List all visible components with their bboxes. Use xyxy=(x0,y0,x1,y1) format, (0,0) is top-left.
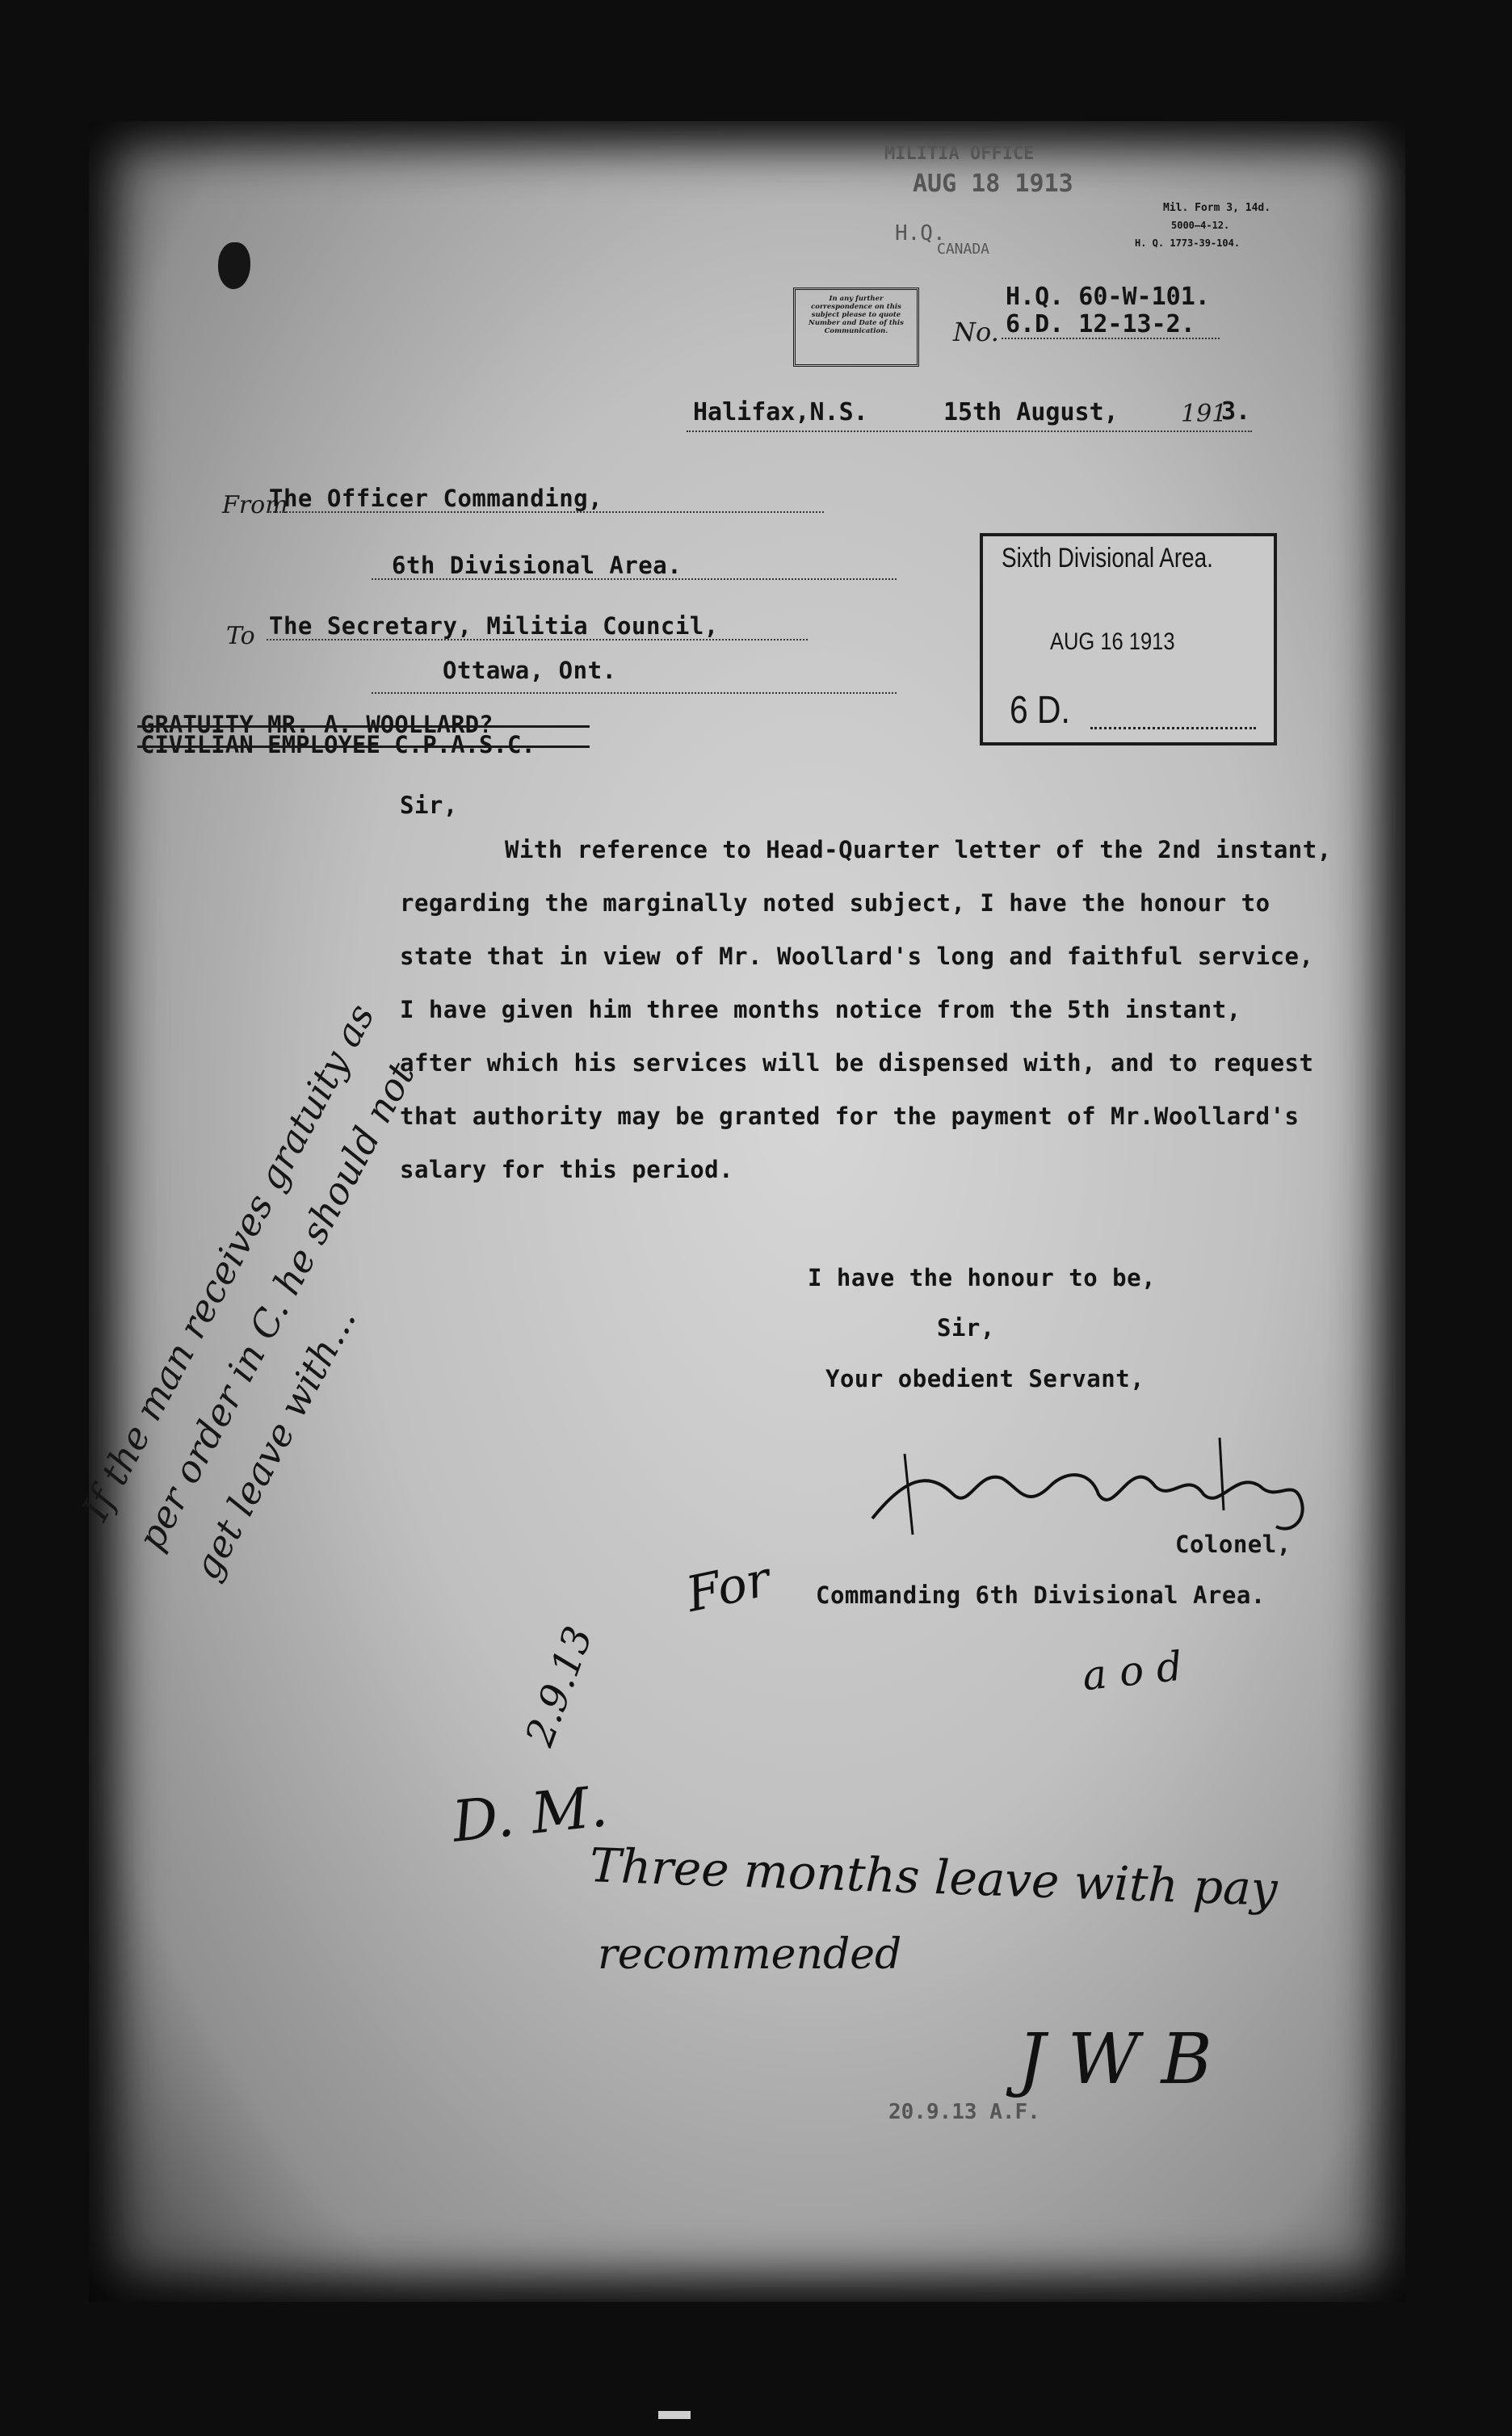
subject-line1: GRATUITY MR. A. WOOLLARD? xyxy=(141,711,494,738)
sd-file-number: 6.D. 12-13-2. xyxy=(1006,310,1195,338)
letter-place: Halifax,N.S. xyxy=(693,398,868,426)
instruction-text: In any further correspondence on this subject please to quote Number and Date of this Communication. xyxy=(808,295,904,335)
signature-title: Commanding 6th Divisional Area. xyxy=(816,1581,1266,1609)
body-line-6: that authority may be granted for the payment of Mr.Woollard's xyxy=(400,1102,1300,1130)
bottom-codes: 20.9.13 A.F. xyxy=(888,2100,1040,2124)
body-line-4: I have given him three months notice from the 5th instant, xyxy=(400,996,1241,1023)
date-rule xyxy=(687,430,1252,432)
militia-office-stamp-date: AUG 18 1913 xyxy=(913,170,1073,198)
letter-year-suffix: 3. xyxy=(1221,397,1251,426)
to-rule1 xyxy=(267,639,808,640)
from-line2: 6th Divisional Area. xyxy=(392,552,682,579)
subject-strike1 xyxy=(137,725,590,728)
received-stamp-code: 6 D. xyxy=(1010,689,1070,732)
from-label: From xyxy=(222,491,288,519)
hq-file-number: H.Q. 60-W-101. xyxy=(1006,283,1210,311)
body-line-3: state that in view of Mr. Woollard's long and faithful service, xyxy=(400,943,1314,970)
body-line-5: after which his services will be dispensed with, and to request xyxy=(400,1049,1314,1077)
militia-office-stamp-hq: H.Q. xyxy=(895,221,946,246)
initials-bottom: J W B xyxy=(1018,2019,1212,2100)
closing-line2: Sir, xyxy=(937,1314,995,1342)
form-reference-line2: 5000—4-12. xyxy=(1171,220,1230,231)
militia-office-stamp-line1: MILITIA OFFICE xyxy=(884,144,1035,164)
bottom-tab-mark xyxy=(658,2411,691,2419)
subject-line2: CIVILIAN EMPLOYEE C.P.A.S.C. xyxy=(141,731,536,758)
instruction-box xyxy=(793,288,919,367)
signature-for: For xyxy=(681,1551,775,1623)
from-rule2 xyxy=(372,578,897,580)
margin-note: If the man receives gratuity as per order in C. he should not get leave with... xyxy=(73,997,423,1587)
margin-date: 2.9.13 xyxy=(517,1620,602,1753)
file-number-label: No. xyxy=(953,317,999,347)
signature-rank: Colonel, xyxy=(1175,1531,1292,1558)
form-reference-line3: H. Q. 1773-39-104. xyxy=(1135,237,1241,249)
to-rule2 xyxy=(372,692,897,694)
body-line-2: regarding the marginally noted subject, I have the honour to xyxy=(400,889,1270,917)
salutation: Sir, xyxy=(400,792,458,819)
subject-strike2 xyxy=(137,746,590,748)
body-line-1: With reference to Head-Quarter letter of the 2nd instant, xyxy=(505,836,1332,863)
closing-line1: I have the honour to be, xyxy=(808,1264,1157,1292)
initials-aod: a o d xyxy=(1080,1642,1185,1700)
to-line2: Ottawa, Ont. xyxy=(443,657,617,684)
to-label: To xyxy=(226,622,255,650)
recommend-line1: Three months leave with pay xyxy=(589,1838,1279,1917)
file-number-rule xyxy=(1002,338,1220,339)
from-line1: The Officer Commanding, xyxy=(269,485,603,512)
closing-line3: Your obedient Servant, xyxy=(825,1365,1145,1392)
letter-year-prefix: 191 xyxy=(1181,400,1228,428)
received-stamp-title: Sixth Divisional Area. xyxy=(1002,543,1213,573)
dm-note: D. M. xyxy=(449,1773,611,1855)
received-stamp-date: AUG 16 1913 xyxy=(1050,628,1175,655)
from-rule1 xyxy=(267,511,824,513)
body-line-7: salary for this period. xyxy=(400,1156,734,1183)
to-line1: The Secretary, Militia Council, xyxy=(269,612,719,640)
militia-office-stamp-canada: CANADA xyxy=(937,241,990,258)
recommend-line2: recommended xyxy=(598,1930,902,1979)
received-stamp-dotted-line xyxy=(1090,727,1256,729)
form-reference-line1: Mil. Form 3, 14d. xyxy=(1163,202,1271,214)
letter-date: 15th August, xyxy=(943,398,1119,426)
